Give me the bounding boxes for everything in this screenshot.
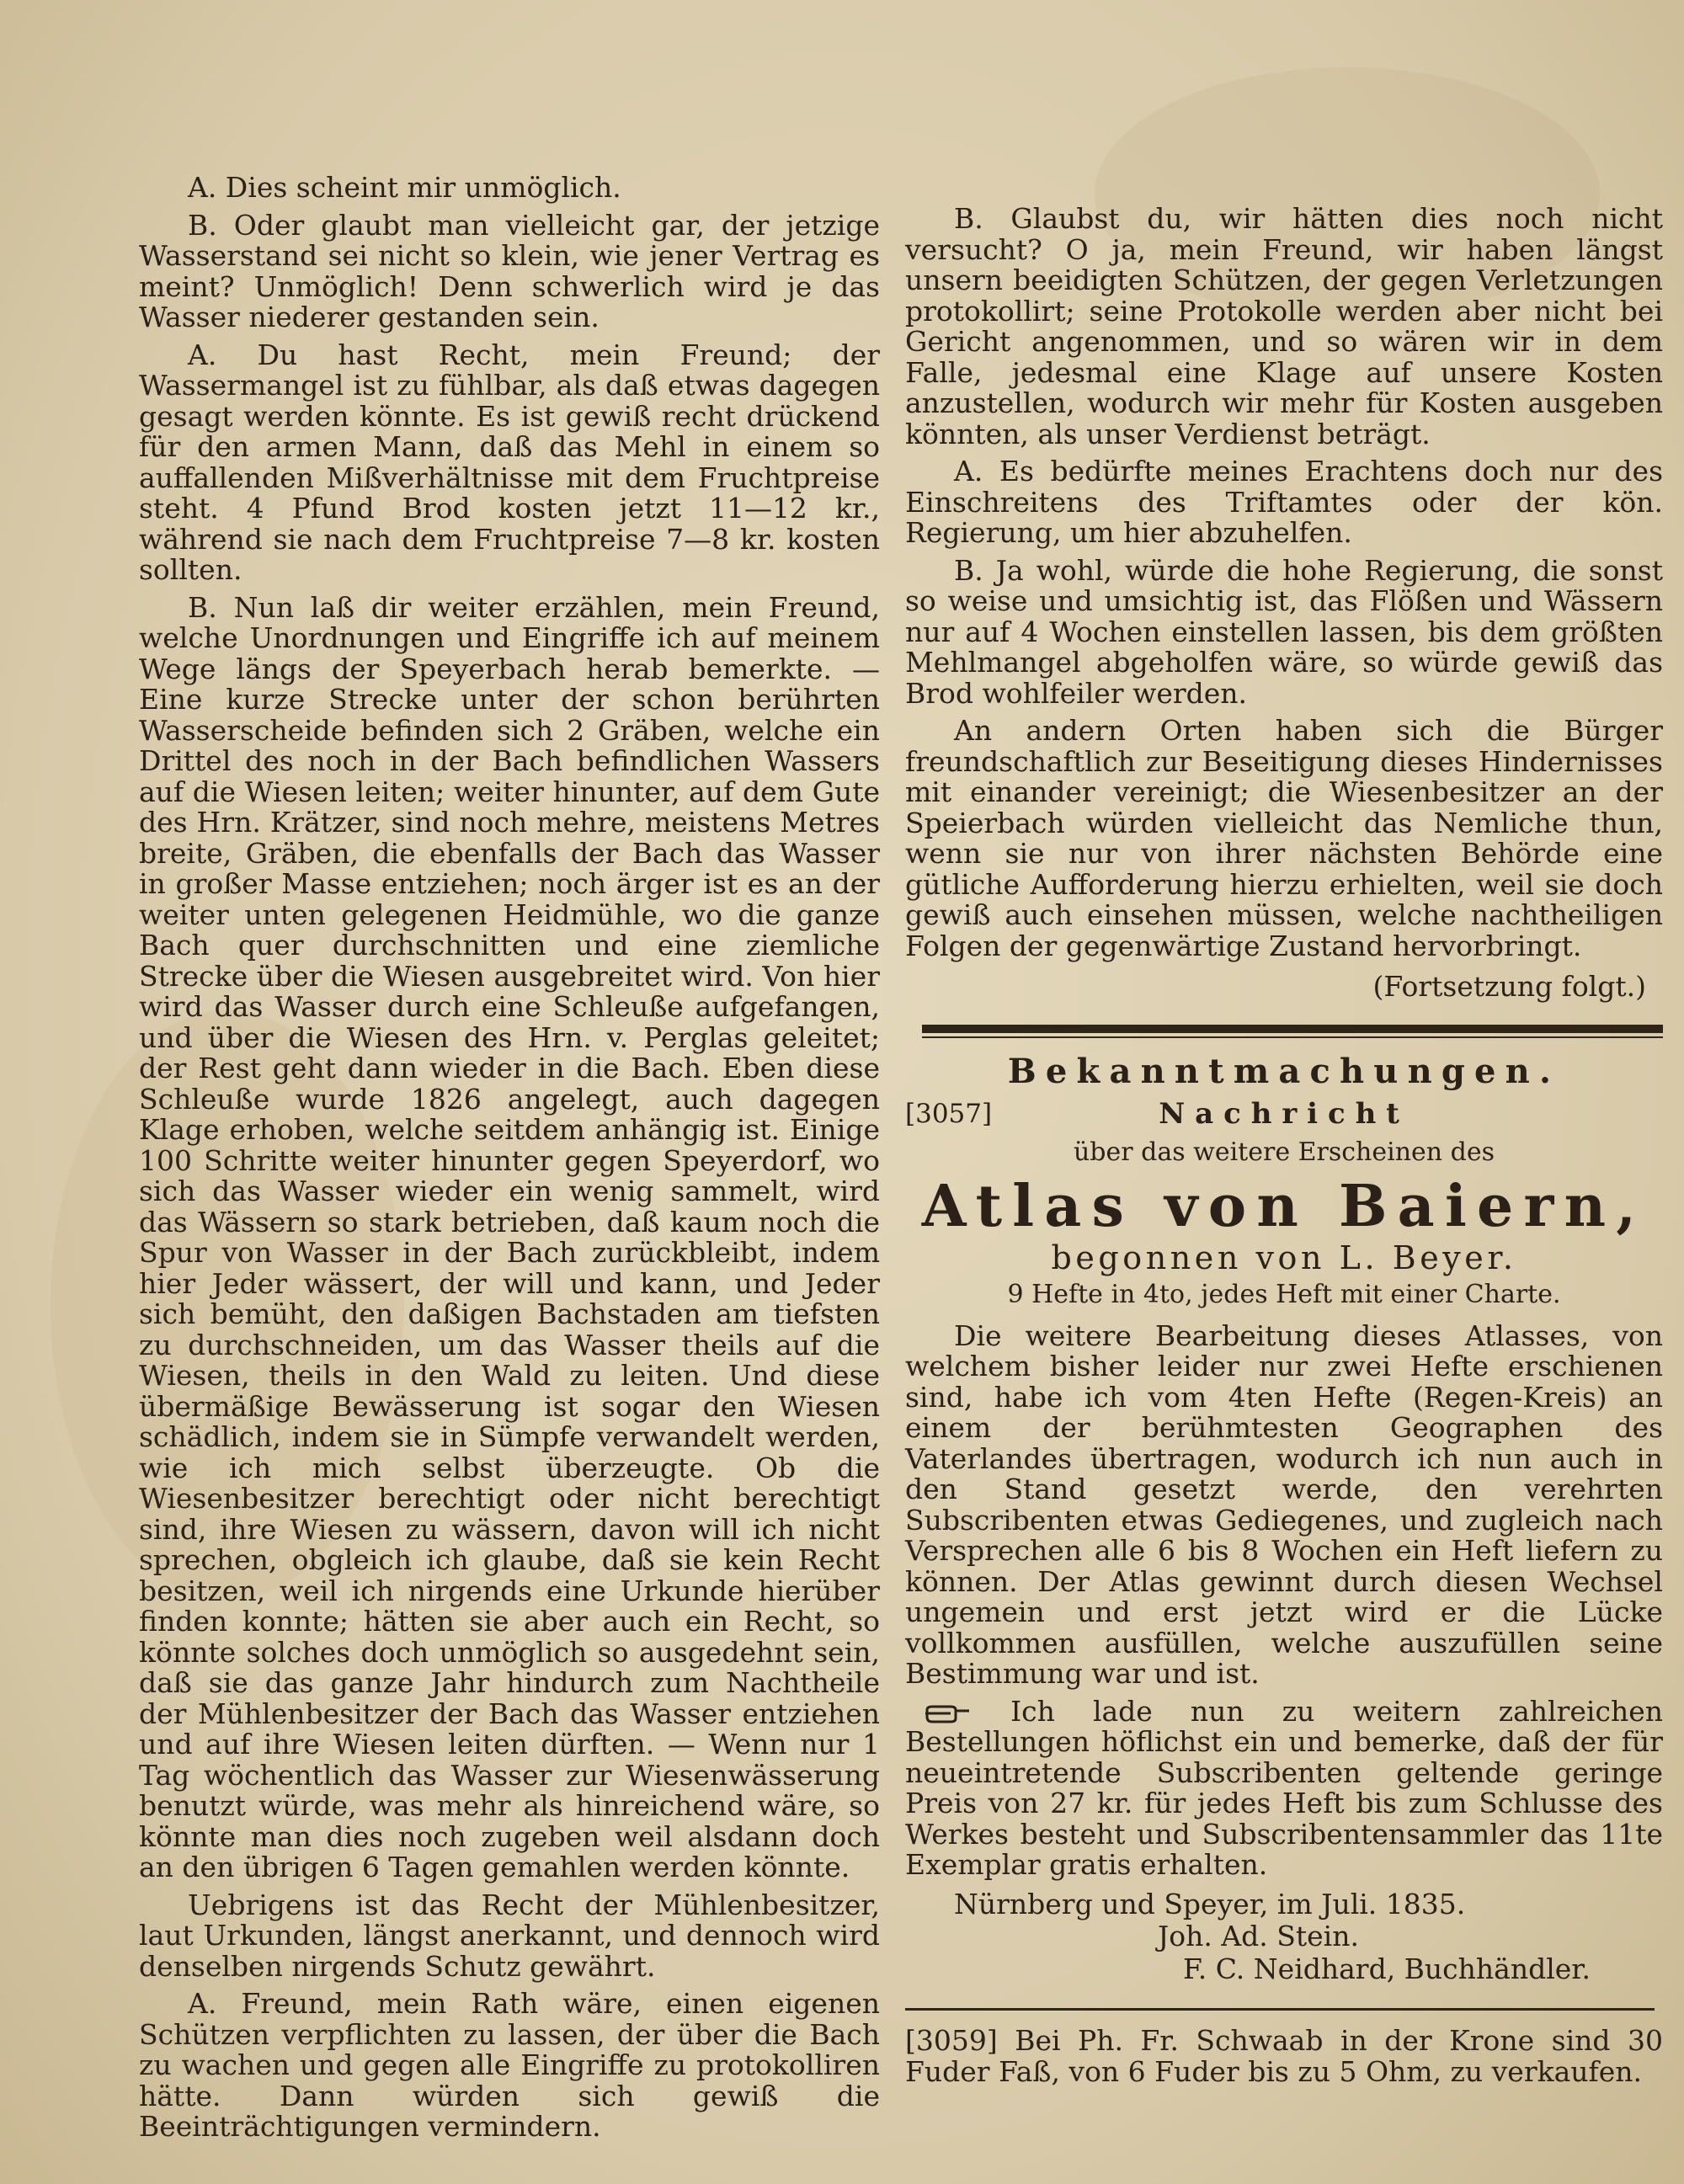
section-heading: Bekanntmachungen. (1007, 1051, 1561, 1091)
notice-body: Die weitere Bearbeitung dieses Atlasses, von welchem bisher leider nur zwei Hefte erschienen sind, habe ich vom 4ten Hefte (Regen-Kreis) an einem der berühmtesten Geographen des Vaterlandes übertragen, wodurch ich nun auch in den Stand gesetzt werde, den verehrten Subscribenten etwas Gediegenes, und zugleich nach Versprechen alle 6 bis 8 Wochen ein Heft liefern zu können. Der Atlas gewinnt durch diesen Wechsel ungemein und erst jetzt wird er die Lücke vollkommen ausfüllen, welche auszufüllen seine Bestimmung war und ist. (905, 1318, 1663, 1690)
notice-invitation-row (905, 1694, 1663, 1881)
section-divider (922, 1025, 1663, 1033)
notice-subheading: über das weitere Erscheinen des (1073, 1137, 1495, 1167)
notice-author: begonnen von L. Beyer. (1051, 1238, 1517, 1276)
notice-invitation: Ich lade nun zu weitern zahlreichen Bestellungen höflichst ein und bemerke, daß der für neueintretende Subscribenten geltende geringe Preis von 27 kr. für jedes Heft bis zum Schlusse des Werkes besteht und Subscribentensammler das 11te Exemplar gratis erhalten. (905, 1694, 1663, 1881)
notice-divider (905, 2008, 1655, 2011)
pointing-hand-icon (922, 1702, 973, 1725)
notice-title: Atlas von Baiern, (921, 1172, 1647, 1240)
notice-id: [3057] (905, 1099, 993, 1129)
paragraph: B. Nun laß dir weiter erzählen, mein Freund, welche Unordnungen und Eingriffe ich auf meinem Wege längs der Speyerbach herab bemerkte. — Eine kurze Strecke unter der schon berührten Wasserscheide befinden sich 2 Gräben, welche ein Drittel des noch in der Bach befindlichen Wassers auf die Wiesen leiten; weiter hinunter, auf dem Gute des Hrn. Krätzer, sind noch mehre, meistens Metres breite, Gräben, die ebenfalls der Bach das Wasser in großer Masse entziehen; noch ärger ist es an der weiter unten gelegenen Heidmühle, wo die ganze Bach quer durchschnitten und eine ziemliche Strecke über die Wiesen ausgebreitet wird. Von hier wird das Wasser durch eine Schleuße aufgefangen, und über die Wiesen des Hrn. v. Perglas geleitet; der Rest geht dann wieder in die Bach. Eben diese Schleuße wurde 1826 angelegt, auch dagegen Klage erhoben, welche seitdem anhängig ist. Einige 100 Schritte weiter hinunter gegen Speyerdorf, wo sich das Wasser wieder ein wenig sammelt, wird das Wässern so stark betrieben, daß kaum noch die Spur von Wasser in der Bach zurückbleibt, indem hier Jeder wässert, der will und kann, und Jeder sich bemüht, den daßigen Bachstaden am tiefsten zu durchschneiden, um das Wasser theils auf die Wiesen, theils in den Wald zu leiten. Und diese übermäßige Bewässerung ist sogar den Wiesen schädlich, indem sie in Sümpfe verwandelt werden, wie ich mich selbst überzeugte. Ob die Wiesenbesitzer berechtigt oder nicht berechtigt sind, ihre Wiesen zu wässern, davon will ich nicht sprechen, obgleich ich glaube, daß sie kein Recht besitzen, weil ich nirgends eine Urkunde hierüber finden konnte; hätten sie aber auch ein Recht, so könnte solches doch unmöglich so ausgedehnt sein, daß sie das ganze Jahr hindurch zum Nachtheile der Mühlenbesitzer der Bach das Wasser entziehen und auf ihre Wiesen leiten dürften. — Wenn nur 1 Tag wöchentlich das Wasser zur Wiesenwässerung benutzt würde, was mehr als hinreichend wäre, so könnte man dies noch zugeben weil alsdann doch an den übrigen 6 Tagen gemahlen werden könnte. (139, 590, 880, 1883)
signature: F. C. Neidhard, Buchhändler. (1183, 1952, 1591, 1985)
left-column (139, 173, 880, 2143)
paragraph: A. Es bedürfte meines Erachtens doch nur des Einschreitens des Triftamtes oder der kön. Regierung, um hier abzuhelfen. (905, 455, 1663, 549)
paragraph: B. Glaubst du, wir hätten dies noch nicht versucht? O ja, mein Freund, wir haben längst unsern beeidigten Schützen, der gegen Verletzungen protokollirt; seine Protokolle werden aber nicht bei Gericht angenommen, und so wären wir in dem Falle, jedesmal eine Klage auf unsere Kosten anzustellen, wodurch wir mehr für Kosten ausgeben könnten, als unser Verdienst beträgt. (905, 202, 1663, 450)
paragraph: B. Ja wohl, würde die hohe Regierung, die sonst so weise und umsichtig ist, das Flößen und Wässern nur auf 4 Wochen einstellen lassen, bis dem größten Mehlmangel abgeholfen wäre, so würde gewiß das Brod wohlfeiler werden. (905, 553, 1663, 710)
paragraph: A. Dies scheint mir unmöglich. (188, 171, 621, 204)
paragraph: Uebrigens ist das Recht der Mühlenbesitzer, laut Urkunden, längst anerkannt, und dennoch wird denselben nirgends Schutz gewährt. (139, 1888, 880, 1983)
notice-heading-row (905, 1095, 1663, 1134)
right-column (905, 204, 1663, 2087)
signature: Joh. Ad. Stein. (1158, 1920, 1359, 1952)
paragraph: B. Oder glaubt man vielleicht gar, der jetzige Wasserstand sei nicht so klein, wie jener Vertrag es meint? Unmöglich! Denn schwerlich wird je das Wasser niederer gestanden sein. (139, 208, 880, 333)
notice-details: 9 Hefte in 4to, jedes Heft mit einer Charte. (1007, 1280, 1561, 1309)
paragraph: An andern Orten haben sich die Bürger freundschaftlich zur Beseitigung dieses Hindernisses mit einander vereinigt; die Wiesenbesitzer an der Speierbach würden vielleicht das Nemliche thun, wenn sie nur von ihrer nächsten Behörde eine gütliche Aufforderung hierzu erhielten, weil sie doch gewiß auch einsehen müssen, welche nachtheiligen Folgen der gegenwärtige Zustand hervorbringt. (905, 714, 1663, 962)
section-divider-thin (922, 1036, 1663, 1038)
place-date: Nürnberg und Speyer, im Juli. 1835. (954, 1887, 1466, 1920)
paragraph: A. Freund, mein Rath wäre, einen eigenen Schützen verpflichten zu lassen, der über die Bach zu wachen und gegen alle Eingriffe zu protokolliren hätte. Dann würden sich gewiß die Beeinträchtigungen vermindern. (139, 1987, 880, 2143)
notice-heading: Nachricht (1159, 1097, 1410, 1131)
notice-sale: [3059] Bei Ph. Fr. Schwaab in der Krone sind 30 Fuder Faß, von 6 Fuder bis zu 5 Ohm, zu verkaufen. (905, 2024, 1663, 2088)
paragraph: A. Du hast Recht, mein Freund; der Wassermangel ist zu fühlbar, als daß etwas dagegen gesagt werden könnte. Es ist gewiß recht drückend für den armen Mann, daß das Mehl in einem so auffallenden Mißverhältnisse mit dem Fruchtpreise steht. 4 Pfund Brod kosten jetzt 11—12 kr., während sie nach dem Fruchtpreise 7—8 kr. kosten sollten. (139, 338, 880, 586)
continuation-note: (Fortsetzung folgt.) (1372, 970, 1646, 1003)
